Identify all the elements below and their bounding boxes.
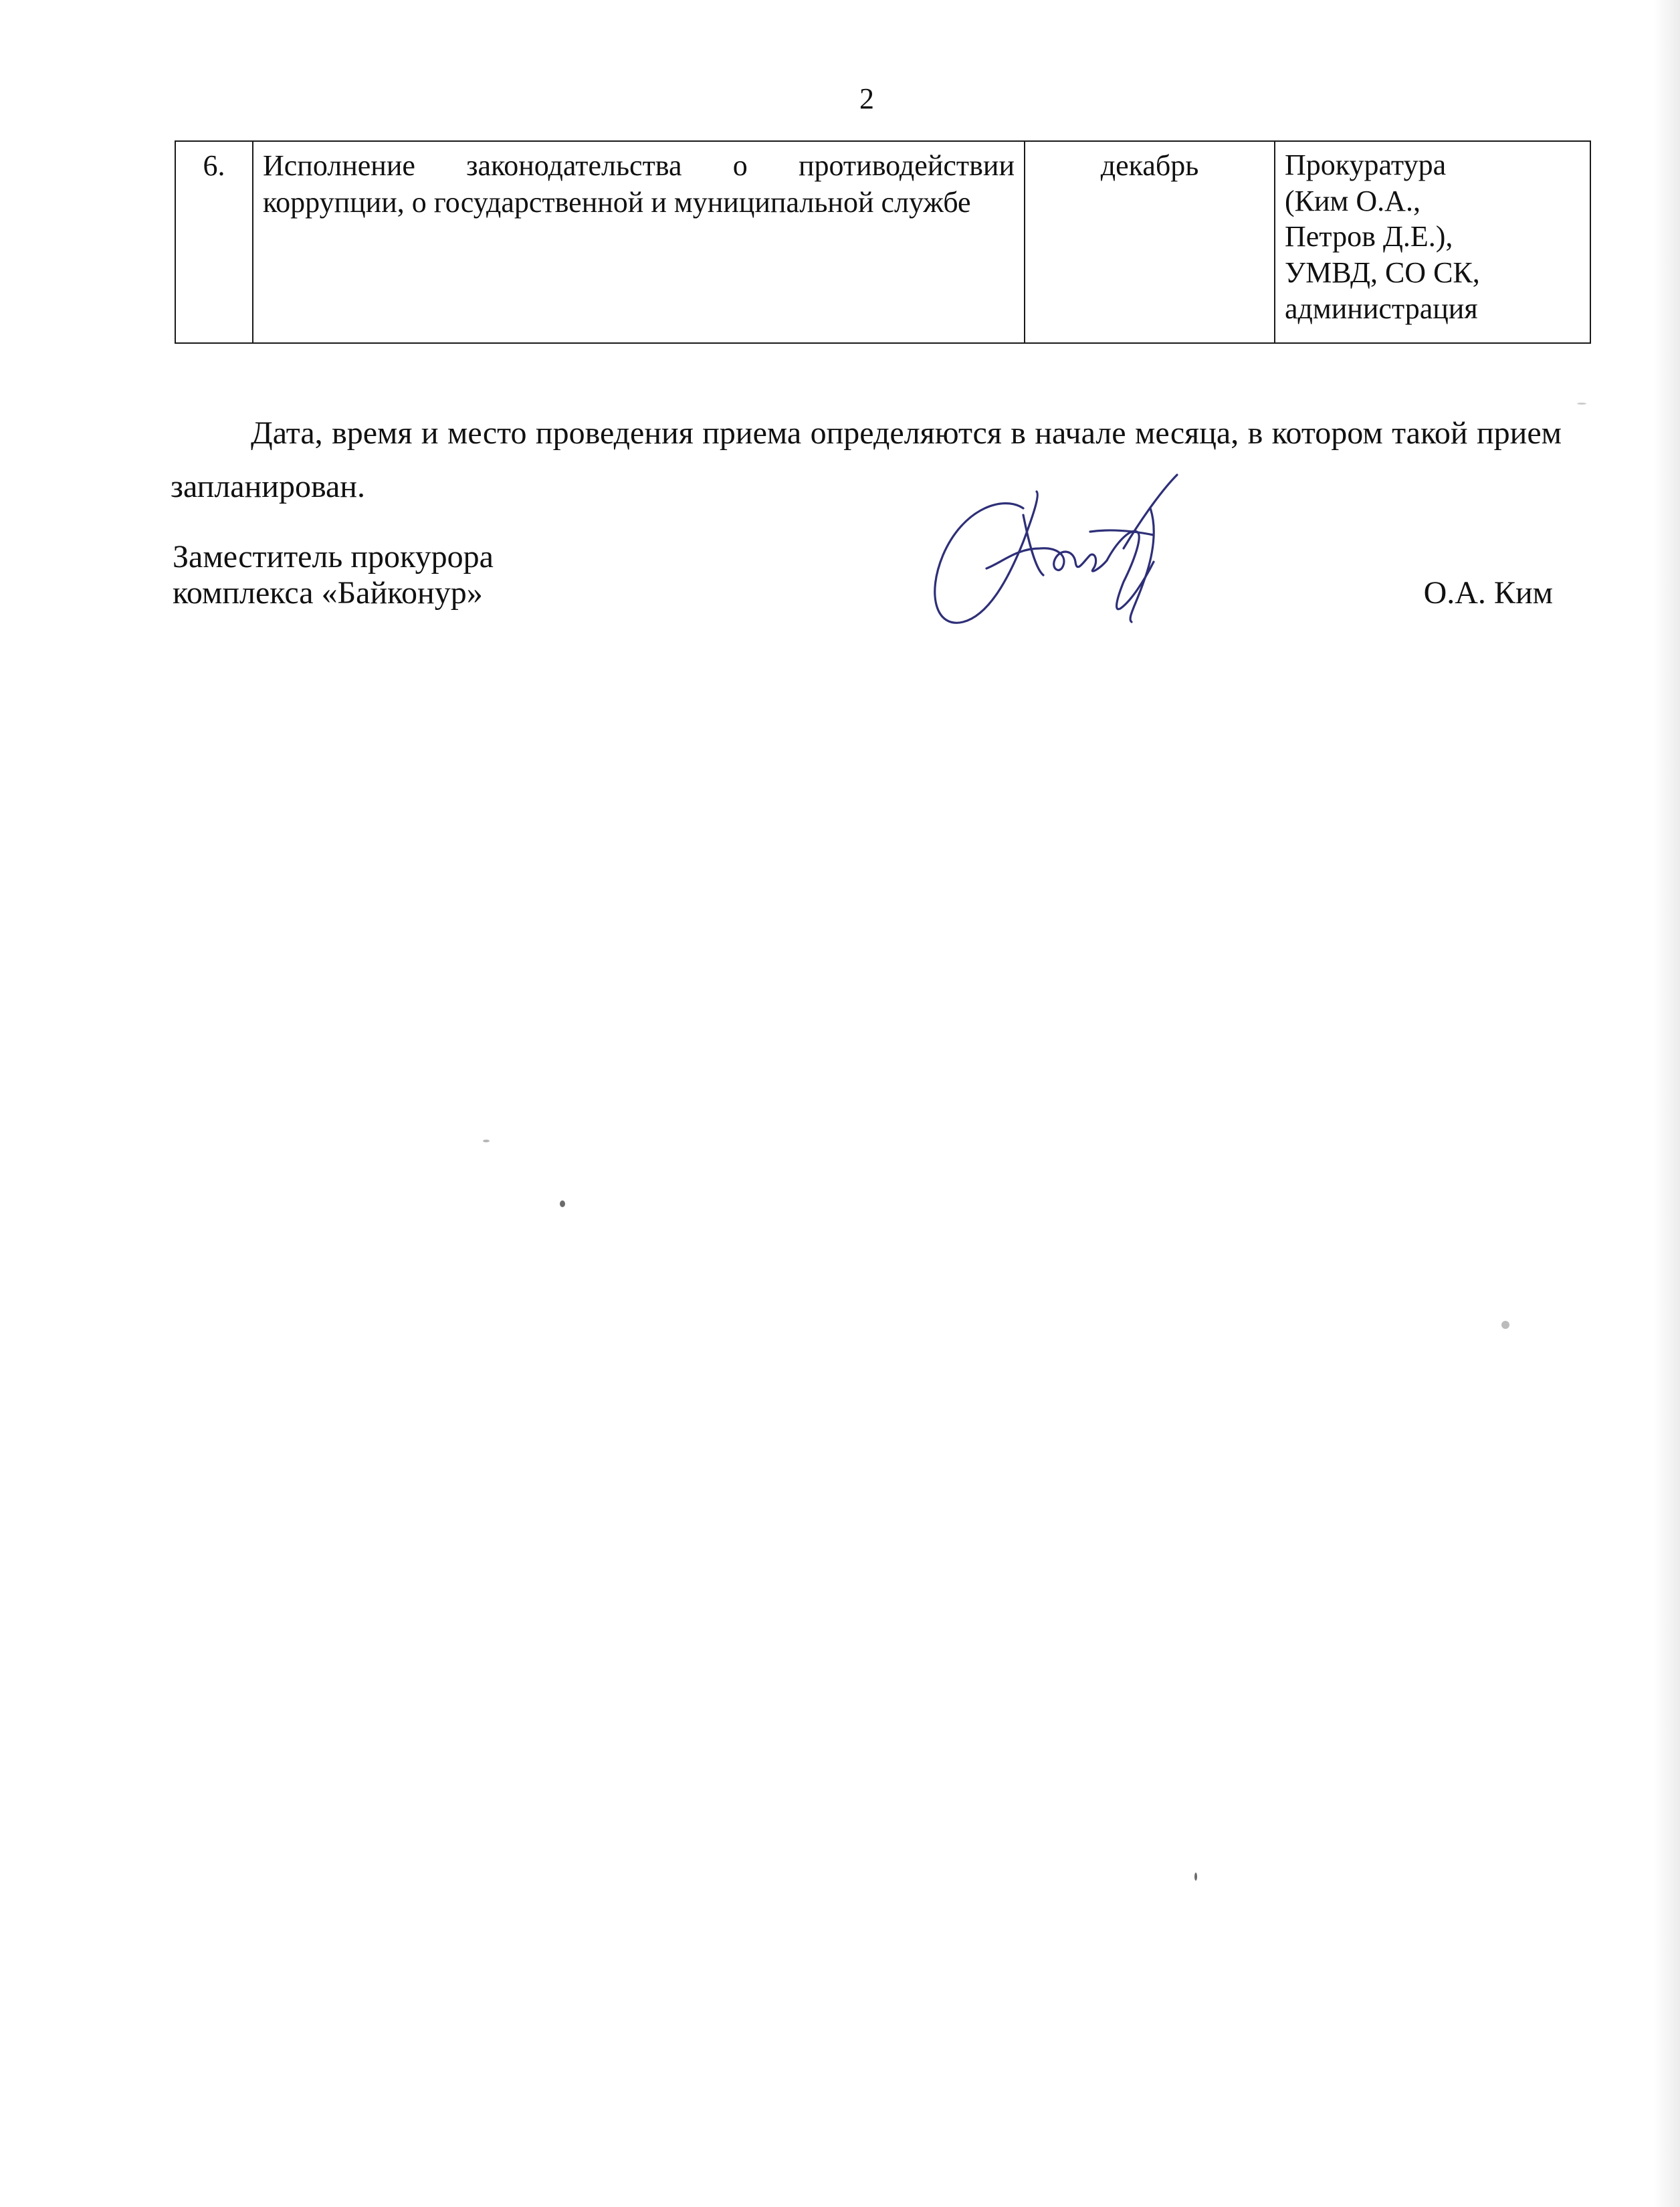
- row-number-cell: 6.: [175, 141, 253, 343]
- responsible-line: Прокуратура: [1285, 148, 1447, 181]
- signer-position-line: комплекса «Байконур»: [173, 575, 483, 611]
- signer-name: О.А. Ким: [1423, 575, 1553, 611]
- reception-note-paragraph: Дата, время и место проведения приема определяются в начале месяца, в котором такой прием запланирован.: [171, 415, 1562, 504]
- handwritten-signature: [923, 468, 1190, 642]
- scan-speck: [1577, 403, 1586, 405]
- responsible-line: Петров Д.Е.),: [1285, 220, 1453, 253]
- scan-speck: [560, 1200, 565, 1207]
- responsible-line: администрация: [1285, 292, 1478, 325]
- row-term-cell: декабрь: [1025, 141, 1275, 343]
- scan-speck: [1501, 1321, 1509, 1329]
- scan-speck: [483, 1140, 490, 1142]
- plan-table: [175, 140, 1591, 344]
- scan-edge-shadow: [1653, 0, 1680, 2207]
- page-number: 2: [859, 82, 874, 115]
- row-topic-cell: Исполнение законодательства о противодействии коррупции, о государственной и муниципальной службе: [253, 141, 1025, 343]
- signer-position: [173, 539, 494, 611]
- table-row: [175, 141, 1590, 343]
- signer-position-line: Заместитель прокурора: [173, 539, 494, 574]
- scan-speck: [1194, 1873, 1197, 1881]
- responsible-line: (Ким О.А.,: [1285, 184, 1421, 217]
- row-responsible-cell: [1275, 141, 1590, 343]
- responsible-line: УМВД, СО СК,: [1285, 256, 1480, 290]
